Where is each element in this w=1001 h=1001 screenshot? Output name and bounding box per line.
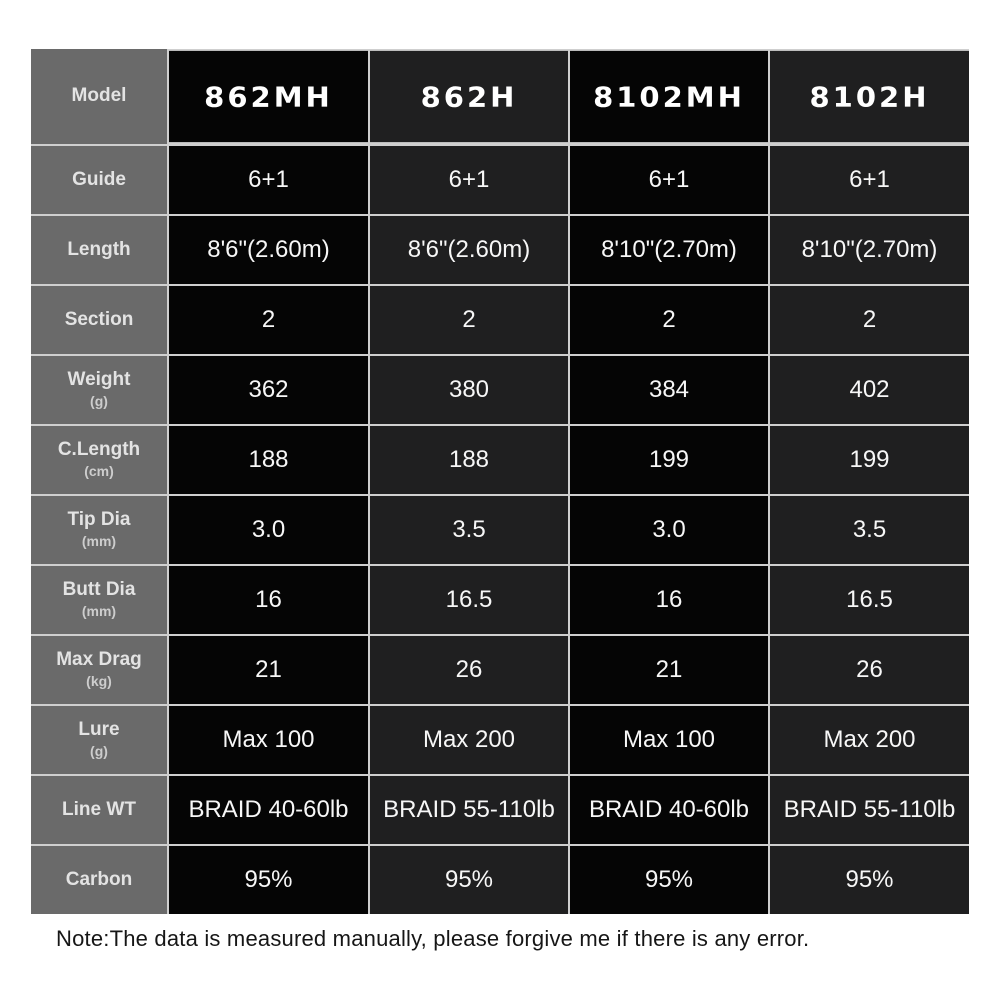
- cell-length-862h: 8'6"(2.60m): [370, 216, 568, 284]
- row-label-length: [31, 216, 167, 284]
- cell-carbon-8102mh: 95%: [570, 846, 768, 914]
- row-label-section: [31, 286, 167, 354]
- cell-lure-8102h: Max 200: [770, 706, 969, 774]
- column-header-8102mh: 8102MH: [570, 51, 768, 142]
- cell-guide-8102h: 6+1: [770, 146, 969, 214]
- column-header-862mh: 862MH: [169, 51, 368, 142]
- cell-clength-862mh: 188: [169, 426, 368, 494]
- row-label-text: Line WT: [62, 798, 136, 820]
- cell-maxdrag-8102mh: 21: [570, 636, 768, 704]
- cell-maxdrag-862h: 26: [370, 636, 568, 704]
- cell-buttdia-8102h: 16.5: [770, 566, 969, 634]
- row-label-unit: (g): [90, 743, 108, 760]
- cell-section-8102mh: 2: [570, 286, 768, 354]
- cell-carbon-862mh: 95%: [169, 846, 368, 914]
- cell-lure-862mh: Max 100: [169, 706, 368, 774]
- cell-clength-862h: 188: [370, 426, 568, 494]
- cell-maxdrag-8102h: 26: [770, 636, 969, 704]
- cell-linewt-862h: BRAID 55-110lb: [370, 776, 568, 844]
- cell-lure-862h: Max 200: [370, 706, 568, 774]
- row-label-unit: (kg): [86, 673, 112, 690]
- row-label-closed-length: [31, 426, 167, 494]
- row-label-weight: [31, 356, 167, 424]
- row-label-text: Guide: [72, 168, 126, 190]
- row-label-max-drag: [31, 636, 167, 704]
- row-label-text: Carbon: [65, 868, 133, 890]
- cell-guide-8102mh: 6+1: [570, 146, 768, 214]
- cell-maxdrag-862mh: 21: [169, 636, 368, 704]
- cell-buttdia-8102mh: 16: [570, 566, 768, 634]
- cell-section-862mh: 2: [169, 286, 368, 354]
- cell-linewt-8102h: BRAID 55-110lb: [770, 776, 969, 844]
- cell-clength-8102h: 199: [770, 426, 969, 494]
- row-label-unit: (g): [90, 393, 108, 410]
- row-label-text: C.Length: [57, 439, 141, 461]
- row-label-unit: (mm): [81, 533, 117, 550]
- cell-weight-862mh: 362: [169, 356, 368, 424]
- cell-clength-8102mh: 199: [570, 426, 768, 494]
- cell-weight-8102mh: 384: [570, 356, 768, 424]
- cell-length-862mh: 8'6"(2.60m): [169, 216, 368, 284]
- row-label-text: Lure: [78, 719, 120, 741]
- cell-section-8102h: 2: [770, 286, 969, 354]
- cell-weight-8102h: 402: [770, 356, 969, 424]
- cell-tipdia-8102h: 3.5: [770, 496, 969, 564]
- cell-tipdia-862h: 3.5: [370, 496, 568, 564]
- cell-section-862h: 2: [370, 286, 568, 354]
- row-label-lure: [31, 706, 167, 774]
- row-label-butt-dia: [31, 566, 167, 634]
- cell-linewt-862mh: BRAID 40-60lb: [169, 776, 368, 844]
- row-label-guide: [31, 146, 167, 214]
- row-label-text: Length: [67, 238, 131, 260]
- cell-length-8102mh: 8'10"(2.70m): [570, 216, 768, 284]
- cell-guide-862mh: 6+1: [169, 146, 368, 214]
- row-label-line-wt: [31, 776, 167, 844]
- row-label-text: Section: [64, 308, 134, 330]
- row-label-unit: (mm): [81, 603, 117, 620]
- cell-linewt-8102mh: BRAID 40-60lb: [570, 776, 768, 844]
- column-header-862h: 862H: [370, 51, 568, 142]
- cell-lure-8102mh: Max 100: [570, 706, 768, 774]
- row-label-text: Tip Dia: [67, 509, 131, 531]
- row-label-text: Weight: [67, 369, 131, 391]
- row-label-model: Model: [31, 49, 167, 144]
- column-header-8102h: 8102H: [770, 51, 969, 142]
- note-text: Note:The data is measured manually, please forgive me if there is any error.: [56, 926, 810, 951]
- row-label-unit: (cm): [84, 463, 114, 480]
- cell-buttdia-862mh: 16: [169, 566, 368, 634]
- cell-length-8102h: 8'10"(2.70m): [770, 216, 969, 284]
- row-label-tip-dia: [31, 496, 167, 564]
- cell-tipdia-862mh: 3.0: [169, 496, 368, 564]
- cell-weight-862h: 380: [370, 356, 568, 424]
- cell-carbon-8102h: 95%: [770, 846, 969, 914]
- row-label-text: Max Drag: [56, 649, 142, 671]
- row-label-carbon: [31, 846, 167, 914]
- cell-carbon-862h: 95%: [370, 846, 568, 914]
- cell-buttdia-862h: 16.5: [370, 566, 568, 634]
- cell-guide-862h: 6+1: [370, 146, 568, 214]
- cell-tipdia-8102mh: 3.0: [570, 496, 768, 564]
- spec-table: [31, 49, 969, 914]
- row-label-text: Butt Dia: [62, 579, 136, 601]
